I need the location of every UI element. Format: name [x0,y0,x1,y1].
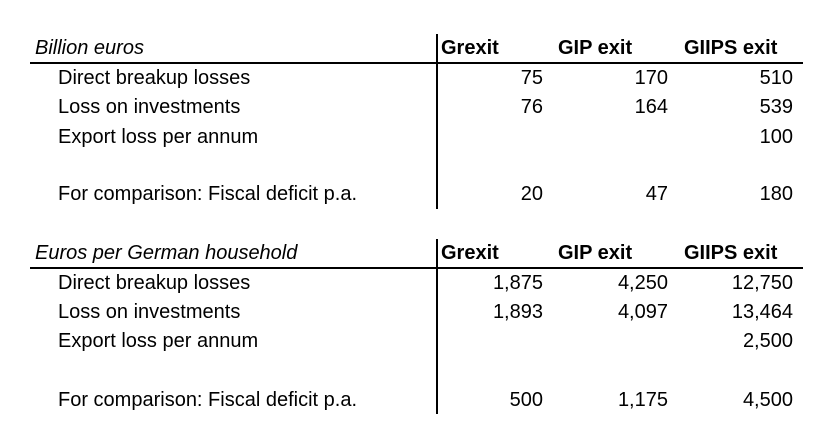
cell-giips-exit: 100 [759,126,793,148]
cell-giips-exit: 180 [759,183,793,205]
table-row [0,298,834,326]
cell-gip-exit: 164 [634,96,668,118]
row-label: Loss on investments [58,301,241,323]
cell-grexit: 75 [520,67,543,89]
column-header-gip-exit: GIP exit [558,242,633,264]
table-header-row [0,239,834,267]
row-label: Export loss per annum [58,330,259,352]
column-header-grexit: Grexit [441,37,499,59]
cell-giips-exit: 4,500 [742,389,793,411]
row-label: Loss on investments [58,96,241,118]
table-row [0,386,834,414]
table-row [0,327,834,355]
cell-giips-exit: 13,464 [731,301,793,323]
cell-grexit: 1,893 [492,301,543,323]
cell-grexit: 1,875 [492,272,543,294]
row-label: For comparison: Fiscal deficit p.a. [58,389,357,411]
column-header-gip-exit: GIP exit [558,37,633,59]
cell-giips-exit: 539 [759,96,793,118]
row-label: Direct breakup losses [58,67,251,89]
table-row [0,180,834,208]
table-row [0,64,834,92]
cell-gip-exit: 1,175 [617,389,668,411]
cell-grexit: 76 [520,96,543,118]
cell-gip-exit: 4,097 [617,301,668,323]
cell-gip-exit: 170 [634,67,668,89]
row-label: Direct breakup losses [58,272,251,294]
table-row [0,93,834,121]
column-header-giips-exit: GIIPS exit [684,37,778,59]
cell-grexit: 20 [520,183,543,205]
row-label: Export loss per annum [58,126,259,148]
table-row [0,269,834,297]
cell-gip-exit: 47 [645,183,668,205]
cell-giips-exit: 510 [759,67,793,89]
row-label: For comparison: Fiscal deficit p.a. [58,183,357,205]
cell-giips-exit: 12,750 [731,272,793,294]
cell-gip-exit: 4,250 [617,272,668,294]
cell-grexit: 500 [509,389,543,411]
cell-giips-exit: 2,500 [742,330,793,352]
column-header-grexit: Grexit [441,242,499,264]
table-header-row [0,34,834,62]
table-title: Billion euros [35,37,144,59]
table-row [0,123,834,151]
table-title: Euros per German household [35,242,298,264]
column-header-giips-exit: GIIPS exit [684,242,778,264]
